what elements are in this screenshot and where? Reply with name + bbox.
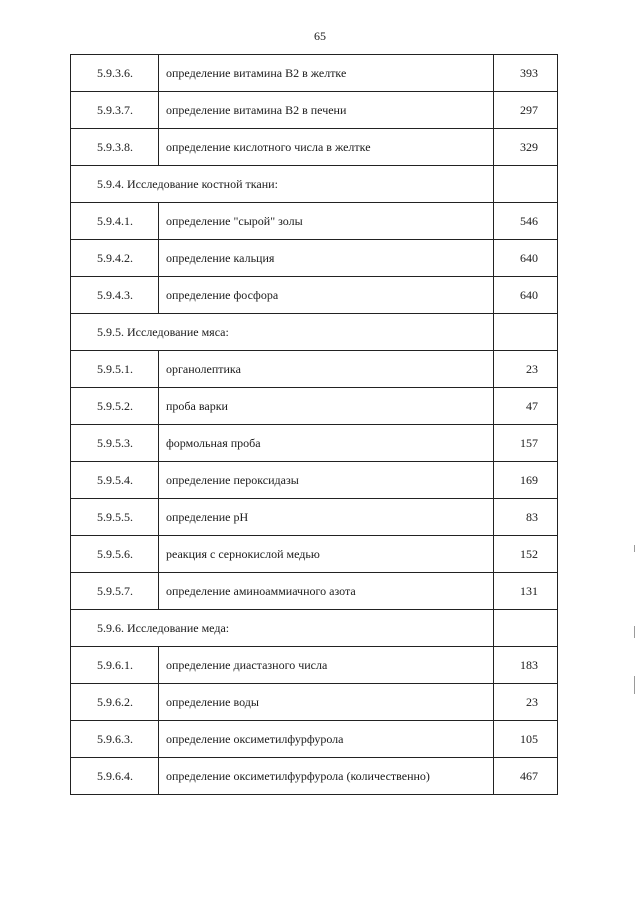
section-row [71, 166, 558, 203]
service-price: 105 [494, 721, 558, 758]
service-name: определение кислотного числа в желтке [159, 129, 494, 166]
service-name: определение пероксидазы [159, 462, 494, 499]
service-price: 467 [494, 758, 558, 795]
service-code: 5.9.5.2. [71, 388, 159, 425]
service-code: 5.9.5.3. [71, 425, 159, 462]
table-row [71, 277, 558, 314]
service-name: определение pH [159, 499, 494, 536]
service-name: проба варки [159, 388, 494, 425]
service-price: 297 [494, 92, 558, 129]
table-row [71, 55, 558, 92]
table-row [71, 425, 558, 462]
service-name: определение витамина В2 в печени [159, 92, 494, 129]
service-name: определение аминоаммиачного азота [159, 573, 494, 610]
service-code: 5.9.4.3. [71, 277, 159, 314]
service-price: 329 [494, 129, 558, 166]
service-name: определение фосфора [159, 277, 494, 314]
table-row [71, 684, 558, 721]
service-name: определение воды [159, 684, 494, 721]
price-table-body [71, 55, 558, 795]
service-price: 23 [494, 684, 558, 721]
service-code: 5.9.5.6. [71, 536, 159, 573]
service-price: 47 [494, 388, 558, 425]
table-row [71, 462, 558, 499]
service-code: 5.9.3.7. [71, 92, 159, 129]
service-name: определение витамина В2 в желтке [159, 55, 494, 92]
table-row [71, 240, 558, 277]
table-row [71, 351, 558, 388]
section-title: 5.9.6. Исследование меда: [71, 610, 494, 647]
scan-margin-mark [634, 676, 635, 694]
service-price: 131 [494, 573, 558, 610]
scan-margin-mark [634, 545, 635, 552]
table-row [71, 573, 558, 610]
price-table [70, 54, 558, 795]
service-code: 5.9.4.1. [71, 203, 159, 240]
table-row [71, 758, 558, 795]
service-name: формольная проба [159, 425, 494, 462]
section-row [71, 610, 558, 647]
service-code: 5.9.5.4. [71, 462, 159, 499]
table-row [71, 129, 558, 166]
table-row [71, 92, 558, 129]
page-number: 65 [314, 29, 326, 43]
table-row [71, 499, 558, 536]
service-price: 169 [494, 462, 558, 499]
table-row [71, 647, 558, 684]
service-code: 5.9.6.3. [71, 721, 159, 758]
service-code: 5.9.3.8. [71, 129, 159, 166]
service-price: 183 [494, 647, 558, 684]
service-code: 5.9.6.1. [71, 647, 159, 684]
service-price: 546 [494, 203, 558, 240]
service-code: 5.9.6.2. [71, 684, 159, 721]
table-row [71, 203, 558, 240]
section-title: 5.9.5. Исследование мяса: [71, 314, 494, 351]
service-code: 5.9.5.5. [71, 499, 159, 536]
service-price: 83 [494, 499, 558, 536]
table-row [71, 536, 558, 573]
service-name: реакция с сернокислой медью [159, 536, 494, 573]
service-name: определение оксиметилфурфурола (количественно) [159, 758, 494, 795]
service-name: органолептика [159, 351, 494, 388]
service-name: определение кальция [159, 240, 494, 277]
service-name: определение оксиметилфурфурола [159, 721, 494, 758]
table-row [71, 721, 558, 758]
service-price: 23 [494, 351, 558, 388]
service-code: 5.9.5.1. [71, 351, 159, 388]
service-code: 5.9.6.4. [71, 758, 159, 795]
service-code: 5.9.5.7. [71, 573, 159, 610]
service-price: 640 [494, 277, 558, 314]
service-price: 393 [494, 55, 558, 92]
service-name: определение диастазного числа [159, 647, 494, 684]
service-price: 640 [494, 240, 558, 277]
service-code: 5.9.3.6. [71, 55, 159, 92]
scan-margin-mark [634, 626, 635, 638]
section-title: 5.9.4. Исследование костной ткани: [71, 166, 494, 203]
section-price-empty [494, 314, 558, 351]
service-price: 157 [494, 425, 558, 462]
section-row [71, 314, 558, 351]
service-code: 5.9.4.2. [71, 240, 159, 277]
service-price: 152 [494, 536, 558, 573]
section-price-empty [494, 166, 558, 203]
section-price-empty [494, 610, 558, 647]
table-row [71, 388, 558, 425]
service-name: определение "сырой" золы [159, 203, 494, 240]
